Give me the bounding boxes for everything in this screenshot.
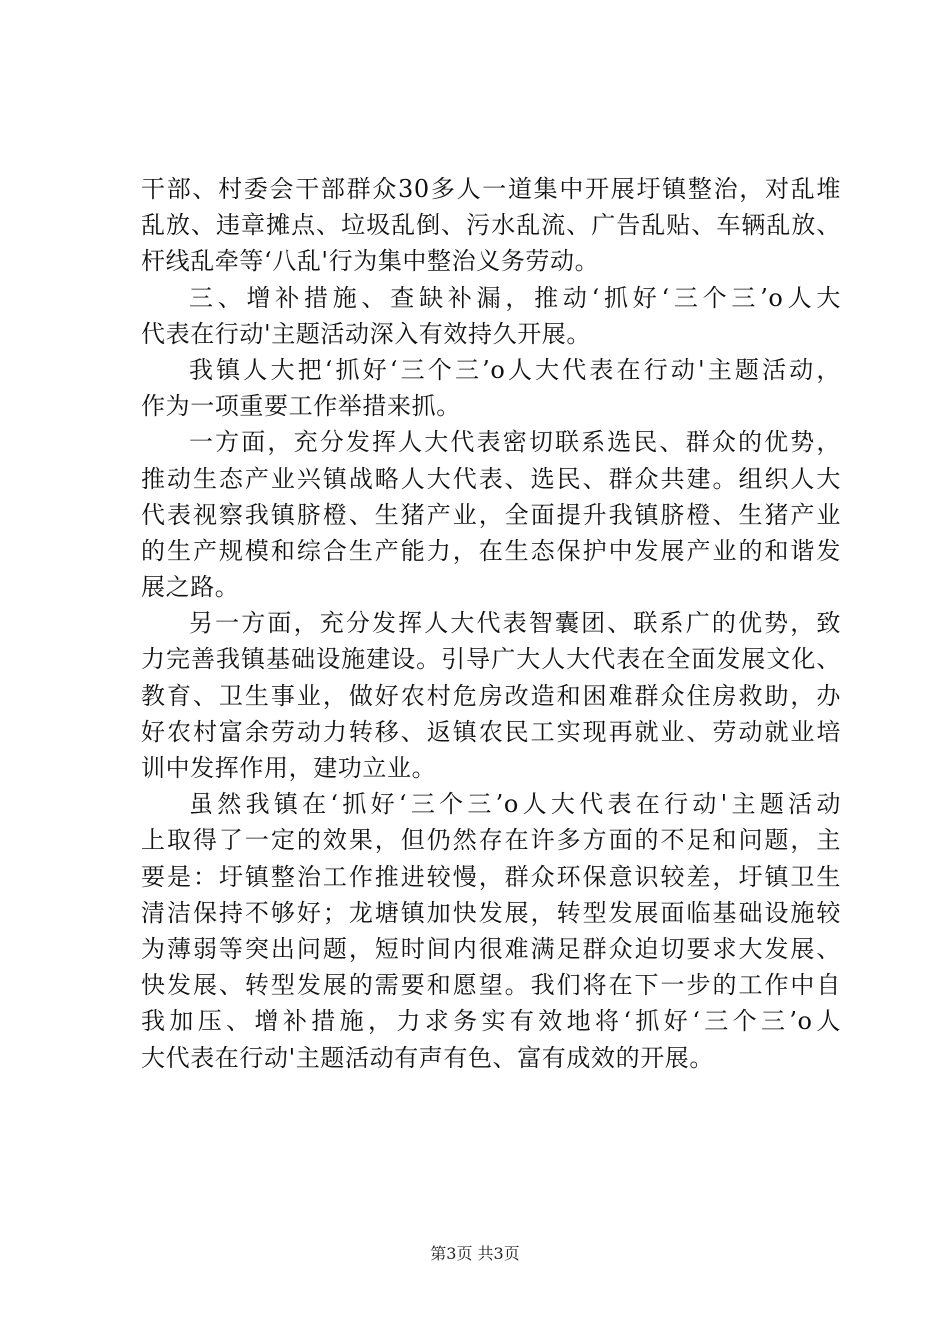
text-line: 代表在行动'主题活动深入有效持久开展。: [141, 319, 591, 348]
text-line: 力完善我镇基础设施建设。引导广大人大代表在全面发展文化、: [141, 645, 841, 674]
text-line: 我镇人大把‘抓好‘三个三’o人大代表在行动'主题活动，: [189, 355, 841, 384]
text-line: 我加压、增补措施，力求务实有效地将‘抓好‘三个三’o人: [141, 1007, 841, 1036]
text-line: 代表视察我镇脐橙、生猪产业，全面提升我镇脐橙、生猪产业: [141, 500, 841, 529]
text-line: 作为一项重要工作举措来抓。: [141, 392, 461, 421]
page-footer: 第3页 共3页: [430, 1244, 520, 1263]
text-line: 杆线乱牵等‘八乱'行为集中整治义务劳动。: [141, 247, 600, 276]
document-body: [141, 171, 841, 1076]
text-line: 上取得了一定的效果，但仍然存在许多方面的不足和问题，主: [141, 826, 841, 855]
text-line: 清洁保持不够好；龙塘镇加快发展，转型发展面临基础设施较: [141, 898, 841, 927]
text-line: 好农村富余劳动力转移、返镇农民工实现再就业、劳动就业培: [141, 717, 841, 746]
text-line: 一方面，充分发挥人大代表密切联系选民、群众的优势，: [189, 428, 841, 457]
text-line: 大代表在行动'主题活动有声有色、富有成效的开展。: [141, 1043, 714, 1072]
text-line: 展之路。: [141, 573, 240, 602]
text-line: 的生产规模和综合生产能力，在生态保护中发展产业的和谐发: [141, 536, 841, 565]
text-line: 推动生态产业兴镇战略人大代表、选民、群众共建。组织人大: [141, 464, 841, 493]
text-line: 训中发挥作用，建功立业。: [141, 754, 437, 782]
text-line: 要是：圩镇整治工作推进较慢，群众环保意识较差，圩镇卫生: [141, 862, 841, 891]
text-line: 为薄弱等突出问题，短时间内很难满足群众迫切要求大发展、: [141, 934, 841, 963]
text-line: 虽然我镇在‘抓好‘三个三’o人大代表在行动'主题活动: [189, 790, 841, 819]
text-line: 另一方面，充分发挥人大代表智囊团、联系广的优势，致: [189, 609, 841, 638]
text-line: 乱放、违章摊点、垃圾乱倒、污水乱流、广告乱贴、车辆乱放、: [141, 211, 841, 240]
text-line: 三、增补措施、查缺补漏，推动‘抓好‘三个三’o人大: [189, 283, 841, 312]
text-line: 教育、卫生事业，做好农村危房改造和困难群众住房救助，办: [141, 681, 841, 710]
text-line: 快发展、转型发展的需要和愿望。我们将在下一步的工作中自: [141, 971, 841, 1000]
text-line: 干部、村委会干部群众30多人一道集中开展圩镇整治，对乱堆: [141, 175, 841, 203]
